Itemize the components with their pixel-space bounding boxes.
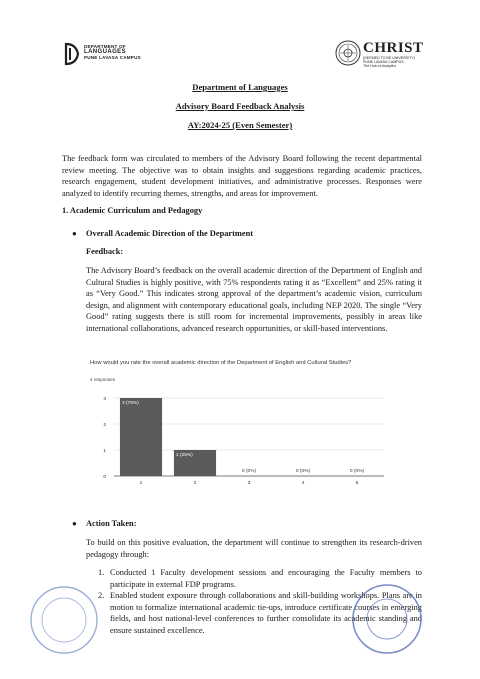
data-label: 0 (0%) <box>349 469 365 474</box>
christ-name: CHRIST <box>363 40 424 56</box>
bullet-icon: ● <box>72 229 77 238</box>
bar <box>120 398 162 476</box>
dept-logo-line1: DEPARTMENT OF <box>84 44 126 49</box>
data-label: 0 (0%) <box>241 469 257 474</box>
chart-subtitle: 4 responses <box>90 377 116 382</box>
christ-university-logo <box>335 40 447 70</box>
intro-paragraph: The feedback form was circulated to members of the Advisory Board following the recent departmental review meeting. The objective was to obtain insights and suggestions regarding academic practices, research engagement, student development initiatives, and administrative processes. Responses were analyzed to identify recurring themes, strengths, and areas for improvement. <box>62 154 422 198</box>
department-stamp-right <box>350 582 424 656</box>
data-label: 1 (25%) <box>175 453 193 458</box>
department-logo-text <box>84 44 141 61</box>
data-label: 3 (75%) <box>121 401 139 406</box>
academic-year-title: AY:2024-25 (Even Semester) <box>187 120 293 130</box>
y-tick-label: 1 <box>103 449 106 454</box>
action-number-2: 2. <box>98 591 105 600</box>
action-item-2: Enabled student exposure through collaborations and skill-building workshops. Plans are in motion to formalize international academic tie-ups, introduce certificate courses in emerging fields, and host national-level conferences to further consolidate its academic standing and ensure sustained excellence. <box>110 591 422 635</box>
x-tick-label: 5 <box>355 481 359 486</box>
data-label: 0 (0%) <box>295 469 311 474</box>
action-intro: To build on this positive evaluation, the department will continue to strengthen its research-driven pedagogy through: <box>86 538 422 559</box>
action-label: Action Taken: <box>86 519 137 528</box>
section-heading: 1. Academic Curriculum and Pedagogy <box>62 206 203 215</box>
christ-line2: PUNE LAVASA CAMPUS <box>363 60 404 65</box>
y-tick-label: 2 <box>103 423 106 428</box>
action-item-1: Conducted 1 Faculty development sessions and encouraging the Faculty members to participate in external FDP programs. <box>110 568 422 589</box>
bullet-icon: ● <box>72 519 77 528</box>
y-tick-label: 3 <box>103 397 106 402</box>
department-title: Department of Languages <box>192 82 288 92</box>
feedback-label: Feedback: <box>86 247 124 256</box>
report-title: Advisory Board Feedback Analysis <box>175 101 305 111</box>
dept-logo-line3: PUNE LAVASA CAMPUS <box>84 55 141 61</box>
department-logo <box>62 42 172 68</box>
chart-title: How would you rate the overall academic direction of the Department of English and Cultural Studies? <box>90 360 352 366</box>
x-tick-label: 4 <box>301 481 305 486</box>
action-number-1: 1. <box>98 568 105 577</box>
dept-logo-line2: LANGUAGES <box>84 48 126 55</box>
chart-svg <box>84 355 394 487</box>
y-tick-label: 0 <box>103 475 106 480</box>
christ-line1: (DEEMED TO BE UNIVERSITY) <box>363 56 415 60</box>
university-seal-icon <box>335 40 361 66</box>
subheading: Overall Academic Direction of the Department <box>86 229 254 238</box>
department-stamp-left <box>28 584 100 656</box>
x-tick-label: 1 <box>139 481 143 486</box>
department-emblem-icon <box>62 42 82 66</box>
rating-bar-chart <box>84 355 394 487</box>
x-tick-label: 2 <box>193 481 197 486</box>
feedback-paragraph: The Advisory Board’s feedback on the overall academic direction of the Department of English and Cultural Studies is highly positive, with 75% respondents rating it as “Excellent” and 25% rating it as “Very Good.” This indicates strong approval of the department’s academic vision, curriculum design, and alignment with contemporary educational goals, including NEP 2020. The single “Very Good” rating suggests there is still room for incremental improvements, possibly in areas like international collaborations, advanced research opportunities, or skill-based interventions. <box>86 266 422 333</box>
christ-motto: The Hub of Analytics <box>363 64 397 69</box>
christ-subtitle <box>363 56 415 69</box>
x-tick-label: 3 <box>247 481 251 486</box>
